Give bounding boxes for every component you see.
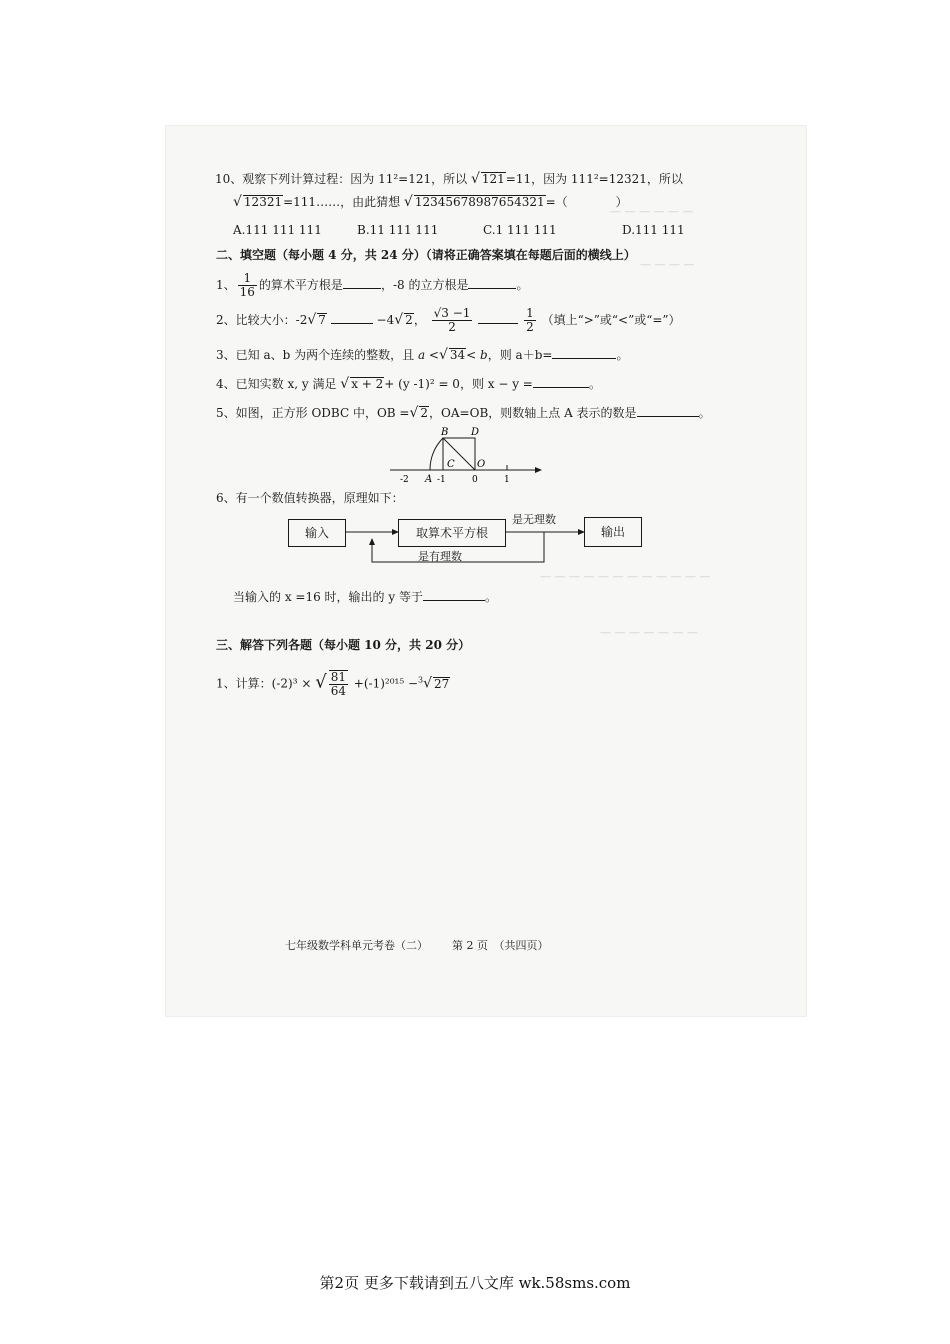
converter-process-box: 取算术平方根 [398, 519, 506, 547]
tick-label-1: 1 [504, 475, 510, 485]
fill-q1: 1、 $\frac{1}{16}$ 的算术平方根是 ，-8 的立方根是 。 [216, 271, 529, 299]
q10-option-d: D.111 111 [622, 223, 685, 237]
label-a: A [425, 474, 433, 485]
show-through-text: — — — — — — — [600, 626, 698, 639]
exam-footer-title: 七年级数学科单元考卷（二） [285, 939, 428, 952]
q10-line2: √ 12321=111……，由此猜想 √ 12345678987654321=（ ） [233, 194, 628, 210]
section3-title: 三、解答下列各题（每小题 10 分，共 20 分） [216, 638, 471, 652]
download-banner: 第2页 更多下载请到五八文库 wk.58sms.com [319, 1274, 631, 1292]
q10-option-c: C.1 111 111 [483, 223, 557, 237]
show-through-text: — — — — [640, 258, 695, 271]
fill-q6: 6、有一个数值转换器，原理如下： [216, 491, 404, 505]
tick-label-0: 0 [472, 475, 478, 485]
number-line-figure [385, 425, 545, 487]
q10-option-b: B.11 111 111 [357, 223, 439, 237]
exam-footer-page: 第 2 页 （共四页） [452, 939, 549, 952]
solve-q1: 1、计算：(-2)³ × √ $\frac{81}{64}$ +(-1)²⁰¹⁵ −$^3$√ 27 [216, 670, 450, 698]
q10-option-a: A.111 111 111 [233, 223, 322, 237]
fill-q5: 5、如图，正方形 ODBC 中，OB =√ 2，OA=OB，则数轴上点 A 表示的数是 。 [216, 405, 711, 421]
converter-label-rational: 是有理数 [418, 550, 462, 563]
fill-q2: 2、比较大小：-2√ 7 −4√ 2， $\frac{√3 -1}{2}$ $\frac{1}{2}$ （填上“>”或“<”或“=”） [216, 306, 681, 334]
label-d: D [471, 427, 480, 438]
axis-arrow [535, 467, 542, 473]
q10-line1: 10、观察下列计算过程：因为 11²=121，所以 √ 121=11，因为 111²=12321，所以 [215, 171, 683, 187]
show-through-text: — — — — — — [610, 205, 694, 218]
converter-output-box: 输出 [584, 517, 642, 547]
label-b: B [441, 427, 449, 438]
tick-label-minus-1: -1 [437, 475, 446, 485]
converter-label-irrational: 是无理数 [512, 513, 556, 526]
arc-oa [430, 438, 443, 470]
tick-label-minus-2: -2 [400, 475, 409, 485]
fill-q3: 3、已知 a、b 为两个连续的整数，且 a <√ 34< b，则 a＋b= 。 [216, 347, 629, 363]
fill-q4: 4、已知实数 x, y 满足 √ x + 2+ (y -1)² = 0，则 x − y = 。 [216, 376, 601, 392]
label-c: C [447, 459, 455, 470]
fill-q6-answer: 当输入的 x =16 时，输出的 y 等于 。 [233, 590, 497, 604]
converter-input-box: 输入 [288, 519, 346, 547]
label-o: O [477, 459, 486, 470]
section2-title: 二、填空题（每小题 4 分，共 24 分）（请将正确答案填在每题后面的横线上） [216, 248, 636, 262]
show-through-text: — — — — — — — — — — — — [540, 570, 711, 583]
